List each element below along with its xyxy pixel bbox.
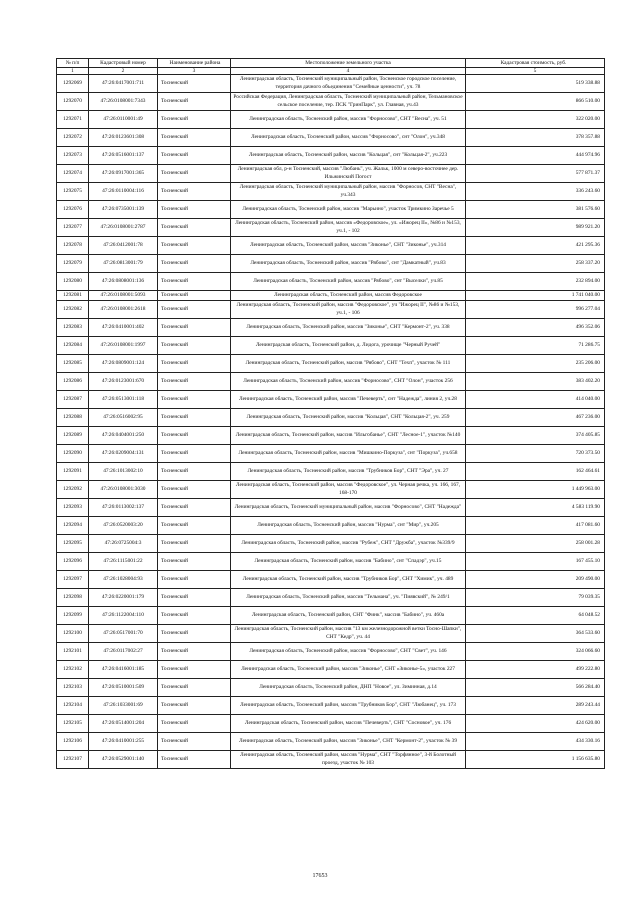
location: Ленинградская область, Тосненский район, массив "Зиконье", СНТ "Зиконье", уч.314 bbox=[231, 237, 466, 255]
district-name: Тосненский bbox=[158, 481, 231, 499]
cadastral-number: 47:26:0517001:70 bbox=[89, 625, 158, 643]
district-name: Тосненский bbox=[158, 337, 231, 355]
cadastral-cost: 364 533.60 bbox=[466, 625, 605, 643]
row-number: 1292106 bbox=[57, 733, 89, 751]
district-name: Тосненский bbox=[158, 201, 231, 219]
cadastral-cost: 322 020.00 bbox=[466, 111, 605, 129]
cadastral-cost: 1 449 963.00 bbox=[466, 481, 605, 499]
table-row bbox=[57, 373, 605, 391]
district-name: Тосненский bbox=[158, 165, 231, 183]
cadastral-number: 47:26:0117002:27 bbox=[89, 643, 158, 661]
row-number: 1292072 bbox=[57, 129, 89, 147]
page-number: 17653 bbox=[312, 873, 328, 879]
cadastral-number: 47:26:0725004:3 bbox=[89, 535, 158, 553]
cadastral-value-table bbox=[56, 58, 605, 769]
district-name: Тосненский bbox=[158, 319, 231, 337]
district-name: Тосненский bbox=[158, 463, 231, 481]
district-name: Тосненский bbox=[158, 535, 231, 553]
table-body bbox=[57, 75, 605, 769]
table-row bbox=[57, 715, 605, 733]
table-row bbox=[57, 643, 605, 661]
location: Ленинградская область, Тосненский район, массив "Мишкино-Поркуза", снт "Поркуза", уч.658 bbox=[231, 445, 466, 463]
row-number: 1292085 bbox=[57, 355, 89, 373]
cadastral-number: 47:26:0813001:79 bbox=[89, 255, 158, 273]
location: Ленинградская область, Тосненский район, массив "Зиконье", СНТ «Зиконье-5», участок 227 bbox=[231, 661, 466, 679]
cadastral-number: 47:26:0108001:2787 bbox=[89, 219, 158, 237]
table-row bbox=[57, 93, 605, 111]
table-row bbox=[57, 201, 605, 219]
cadastral-cost: 64 048.52 bbox=[466, 607, 605, 625]
table-row bbox=[57, 445, 605, 463]
cadastral-cost: 209 490.00 bbox=[466, 571, 605, 589]
table-row bbox=[57, 291, 605, 301]
cadastral-cost: 1 156 635.80 bbox=[466, 751, 605, 769]
cadastral-number: 47:26:0510001:509 bbox=[89, 679, 158, 697]
table-column-number-row bbox=[57, 68, 605, 75]
cadastral-cost: 989 921.20 bbox=[466, 219, 605, 237]
row-number: 1292102 bbox=[57, 661, 89, 679]
table-row bbox=[57, 129, 605, 147]
district-name: Тосненский bbox=[158, 571, 231, 589]
cadastral-number: 47:26:0110001:49 bbox=[89, 111, 158, 129]
row-number: 1292091 bbox=[57, 463, 89, 481]
row-number: 1292084 bbox=[57, 337, 89, 355]
cadastral-number: 47:26:0113002:137 bbox=[89, 499, 158, 517]
row-number: 1292099 bbox=[57, 607, 89, 625]
row-number: 1292070 bbox=[57, 93, 89, 111]
row-number: 1292080 bbox=[57, 273, 89, 291]
header-cadastral-number: Кадастровый номер bbox=[89, 59, 158, 68]
cadastral-cost: 499 222.80 bbox=[466, 661, 605, 679]
row-number: 1292083 bbox=[57, 319, 89, 337]
cadastral-cost: 289 243.44 bbox=[466, 697, 605, 715]
location: Ленинградская область, Тосненский район, массив "Печеверть", снт "Надежда", линия 2, уч.28 bbox=[231, 391, 466, 409]
cadastral-number: 47:26:0516002:95 bbox=[89, 409, 158, 427]
row-number: 1292082 bbox=[57, 301, 89, 319]
district-name: Тосненский bbox=[158, 273, 231, 291]
cadastral-cost: 444 974.96 bbox=[466, 147, 605, 165]
location: Ленинградская область, Тосненский район, массив "Нурма", СНТ "Торфянное", 3-й Болотный проезд, участок № 103 bbox=[231, 751, 466, 769]
column-number: 5 bbox=[466, 68, 605, 75]
table-row bbox=[57, 255, 605, 273]
cadastral-cost: 235 206.00 bbox=[466, 355, 605, 373]
district-name: Тосненский bbox=[158, 219, 231, 237]
column-number: 4 bbox=[231, 68, 466, 75]
cadastral-cost: 577 871.37 bbox=[466, 165, 605, 183]
cadastral-cost: 258 337.20 bbox=[466, 255, 605, 273]
location: Ленинградская область, Тосненский район, массив "Федоровское", уч "Ижорец II", №86 и №153, уч.1, - 106 bbox=[231, 301, 466, 319]
location: Ленинградская область, Тосненский район, массив "Трубников Бор", СНТ "Эра", уч. 27 bbox=[231, 463, 466, 481]
cadastral-number: 47:26:0108001:7343 bbox=[89, 93, 158, 111]
header-number: № п/п bbox=[57, 59, 89, 68]
cadastral-number: 47:26:0735001:139 bbox=[89, 201, 158, 219]
table-row bbox=[57, 517, 605, 535]
column-number: 1 bbox=[57, 68, 89, 75]
table-row bbox=[57, 427, 605, 445]
cadastral-number: 47:26:0529001:140 bbox=[89, 751, 158, 769]
district-name: Тосненский bbox=[158, 291, 231, 301]
cadastral-number: 47:26:0220001:179 bbox=[89, 589, 158, 607]
location: Ленинградская обл, р-н Тосненский, массив "Любань", уч. Жальк, 1000 м северо-восточнее дер. Ильжинский Погост bbox=[231, 165, 466, 183]
row-number: 1292074 bbox=[57, 165, 89, 183]
location: Ленинградская область, Тосненский район, массив "Ильгобанье", СНТ "Лесное-1", участок №140 bbox=[231, 427, 466, 445]
table-row bbox=[57, 535, 605, 553]
district-name: Тосненский bbox=[158, 697, 231, 715]
cadastral-cost: 232 894.00 bbox=[466, 273, 605, 291]
district-name: Тосненский bbox=[158, 93, 231, 111]
district-name: Тосненский bbox=[158, 147, 231, 165]
row-number: 1292104 bbox=[57, 697, 89, 715]
district-name: Тосненский bbox=[158, 183, 231, 201]
row-number: 1292097 bbox=[57, 571, 89, 589]
row-number: 1292077 bbox=[57, 219, 89, 237]
cadastral-number: 47:26:0209004:131 bbox=[89, 445, 158, 463]
district-name: Тосненский bbox=[158, 679, 231, 697]
cadastral-cost: 996 277.04 bbox=[466, 301, 605, 319]
cadastral-number: 47:26:0808001:136 bbox=[89, 273, 158, 291]
table-row bbox=[57, 679, 605, 697]
cadastral-number: 47:26:0917001:365 bbox=[89, 165, 158, 183]
cadastral-cost: 336 243.60 bbox=[466, 183, 605, 201]
row-number: 1292107 bbox=[57, 751, 89, 769]
table-row bbox=[57, 571, 605, 589]
location: Ленинградская область, Тосненский район, массив "Рубеж", СНТ "Дружба", участок №339/9 bbox=[231, 535, 466, 553]
cadastral-number: 47:26:0108001:3030 bbox=[89, 481, 158, 499]
cadastral-cost: 496 352.06 bbox=[466, 319, 605, 337]
district-name: Тосненский bbox=[158, 111, 231, 129]
cadastral-number: 47:26:0123601:308 bbox=[89, 129, 158, 147]
cadastral-cost: 4 583 119.90 bbox=[466, 499, 605, 517]
cadastral-number: 47:26:0520003:20 bbox=[89, 517, 158, 535]
cadastral-cost: 566 284.40 bbox=[466, 679, 605, 697]
cadastral-number: 47:26:1033001:69 bbox=[89, 697, 158, 715]
district-name: Тосненский bbox=[158, 445, 231, 463]
cadastral-cost: 258 001.28 bbox=[466, 535, 605, 553]
district-name: Тосненский bbox=[158, 607, 231, 625]
location: Ленинградская область, Тосненский район, массив "Рябово", снт "Дамкатный", уч.83 bbox=[231, 255, 466, 273]
table-row bbox=[57, 553, 605, 571]
row-number: 1292075 bbox=[57, 183, 89, 201]
location: Ленинградская область, Тосненский район, массив "Печеверть", СНТ "Сосновое", уч. 176 bbox=[231, 715, 466, 733]
table-row bbox=[57, 237, 605, 255]
district-name: Тосненский bbox=[158, 301, 231, 319]
table-row bbox=[57, 625, 605, 643]
cadastral-number: 47:26:0417001:711 bbox=[89, 75, 158, 93]
district-name: Тосненский bbox=[158, 373, 231, 391]
cadastral-number: 47:26:0110004:116 bbox=[89, 183, 158, 201]
column-number: 3 bbox=[158, 68, 231, 75]
location: Ленинградская область, Тосненский район, массив "Федоровское", ул. Черная речка, уч. 166, 167, 168-170 bbox=[231, 481, 466, 499]
table-header-row bbox=[57, 59, 605, 68]
table-row bbox=[57, 111, 605, 129]
row-number: 1292092 bbox=[57, 481, 89, 499]
cadastral-cost: 71 286.75 bbox=[466, 337, 605, 355]
location: Ленинградская область, Тосненский муниципальный район, массив "Форносов, СНТ "Весна", уч.343 bbox=[231, 183, 466, 201]
row-number: 1292073 bbox=[57, 147, 89, 165]
cadastral-cost: 167 455.10 bbox=[466, 553, 605, 571]
table-row bbox=[57, 409, 605, 427]
district-name: Тосненский bbox=[158, 625, 231, 643]
table-row bbox=[57, 319, 605, 337]
table-row bbox=[57, 219, 605, 237]
cadastral-cost: 378 357.88 bbox=[466, 129, 605, 147]
table-row bbox=[57, 75, 605, 93]
cadastral-number: 47:26:0412001:78 bbox=[89, 237, 158, 255]
cadastral-number: 47:26:1013002:10 bbox=[89, 463, 158, 481]
district-name: Тосненский bbox=[158, 661, 231, 679]
row-number: 1292087 bbox=[57, 391, 89, 409]
location: Ленинградская область, Тосненский район, массив Федоровское bbox=[231, 291, 466, 301]
location: Ленинградская область, Тосненский район, массив "Форносово", СНТ "Олон", участок 256 bbox=[231, 373, 466, 391]
district-name: Тосненский bbox=[158, 237, 231, 255]
district-name: Тосненский bbox=[158, 255, 231, 273]
cadastral-number: 47:26:0108001:2618 bbox=[89, 301, 158, 319]
row-number: 1292081 bbox=[57, 291, 89, 301]
location: Ленинградская область, Тосненский район, массив "Трубников Бор", СНТ "Любанец", уч. 173 bbox=[231, 697, 466, 715]
location: Ленинградская область, Тосненский район, СНТ "Финк", массив "Бабино", уч. 460а bbox=[231, 607, 466, 625]
row-number: 1292095 bbox=[57, 535, 89, 553]
location: Ленинградская область, Тосненский район, массив "13 км железнодорожной ветки Тосно-Шапки", СНТ "Кедр", уч. 44 bbox=[231, 625, 466, 643]
table-row bbox=[57, 751, 605, 769]
district-name: Тосненский bbox=[158, 427, 231, 445]
table-row bbox=[57, 391, 605, 409]
cadastral-cost: 162 464.61 bbox=[466, 463, 605, 481]
cadastral-number: 47:26:1122004:110 bbox=[89, 607, 158, 625]
table-row bbox=[57, 481, 605, 499]
location: Ленинградская область, Тосненский район, массив "Бабино", снт "Спадэр", уч.15 bbox=[231, 553, 466, 571]
cadastral-number: 47:26:0516001:137 bbox=[89, 147, 158, 165]
table-row bbox=[57, 337, 605, 355]
header-location: Местоположение земельного участка bbox=[231, 59, 466, 68]
cadastral-number: 47:26:0809001:124 bbox=[89, 355, 158, 373]
district-name: Тосненский bbox=[158, 409, 231, 427]
row-number: 1292093 bbox=[57, 499, 89, 517]
location: Ленинградская область, Тосненский район, массив "Трубников Бор", СНТ "Химик", уч. 489 bbox=[231, 571, 466, 589]
column-number: 2 bbox=[89, 68, 158, 75]
row-number: 1292096 bbox=[57, 553, 89, 571]
cadastral-number: 47:26:0108001:1997 bbox=[89, 337, 158, 355]
row-number: 1292086 bbox=[57, 373, 89, 391]
location: Российская Федерация, Ленинградская область, Тосненский муниципальный район, Тельмановское сельское поселение, тер. ПСК "ГринПарк", ул. Главная, уч.43 bbox=[231, 93, 466, 111]
row-number: 1292101 bbox=[57, 643, 89, 661]
row-number: 1292094 bbox=[57, 517, 89, 535]
cadastral-number: 47:26:1028004:93 bbox=[89, 571, 158, 589]
cadastral-cost: 519 338.88 bbox=[466, 75, 605, 93]
row-number: 1292076 bbox=[57, 201, 89, 219]
district-name: Тосненский bbox=[158, 589, 231, 607]
row-number: 1292105 bbox=[57, 715, 89, 733]
row-number: 1292098 bbox=[57, 589, 89, 607]
district-name: Тосненский bbox=[158, 715, 231, 733]
cadastral-cost: 381 576.60 bbox=[466, 201, 605, 219]
location: Ленинградская область, Тосненский район, ДНП "Новое", ул. Зиминная, д.14 bbox=[231, 679, 466, 697]
district-name: Тосненский bbox=[158, 751, 231, 769]
district-name: Тосненский bbox=[158, 391, 231, 409]
district-name: Тосненский bbox=[158, 499, 231, 517]
cadastral-cost: 421 295.36 bbox=[466, 237, 605, 255]
location: Ленинградская область, Тосненский район, массив «Федоровское», ул. «Ижорец II», №86 и №153, уч.1, - 102 bbox=[231, 219, 466, 237]
row-number: 1292100 bbox=[57, 625, 89, 643]
cadastral-number: 47:26:0123001:670 bbox=[89, 373, 158, 391]
table-row bbox=[57, 733, 605, 751]
location: Ленинградская область, Тосненский район, массив "Зиконье", СНТ "Кермонт-2", уч. 338 bbox=[231, 319, 466, 337]
cadastral-number: 47:26:1115001:22 bbox=[89, 553, 158, 571]
table-row bbox=[57, 147, 605, 165]
table-row bbox=[57, 183, 605, 201]
cadastral-cost: 434 330.16 bbox=[466, 733, 605, 751]
cadastral-number: 47:26:0514001:204 bbox=[89, 715, 158, 733]
district-name: Тосненский bbox=[158, 733, 231, 751]
cadastral-cost: 414 040.00 bbox=[466, 391, 605, 409]
row-number: 1292090 bbox=[57, 445, 89, 463]
cadastral-cost: 866 510.00 bbox=[466, 93, 605, 111]
district-name: Тосненский bbox=[158, 355, 231, 373]
location: Ленинградская область, Тосненский район, массив "Тельмана", уч. "Пиявский", № 249/1 bbox=[231, 589, 466, 607]
location: Ленинградская область, Тосненский район, массив "Кольцая", СНТ "Кольцая-2", уч. 259 bbox=[231, 409, 466, 427]
header-district: Наименование района bbox=[158, 59, 231, 68]
table-row bbox=[57, 499, 605, 517]
cadastral-cost: 79 039.35 bbox=[466, 589, 605, 607]
location: Ленинградская область, Тосненский район, массив "Форносово", СНТ "Весна", уч. 51 bbox=[231, 111, 466, 129]
header-cost: Кадастровая стоимость, руб. bbox=[466, 59, 605, 68]
table-row bbox=[57, 607, 605, 625]
cadastral-number: 47:26:0410001:255 bbox=[89, 733, 158, 751]
location: Ленинградская область, Тосненский муниципальный район, Тосненское городское поселение, территория дачного объединения "Семейные ценности", уч. 78 bbox=[231, 75, 466, 93]
location: Ленинградская область, Тосненский район, массив "Рябово", снт "Выселки", уч.85 bbox=[231, 273, 466, 291]
cadastral-cost: 467 236.00 bbox=[466, 409, 605, 427]
location: Ленинградская область, Тосненский район, массив "Нурма", снт "Мир", уч.205 bbox=[231, 517, 466, 535]
table-row bbox=[57, 273, 605, 291]
row-number: 1292071 bbox=[57, 111, 89, 129]
cadastral-number: 47:26:0410001:402 bbox=[89, 319, 158, 337]
table-row bbox=[57, 463, 605, 481]
location: Ленинградская область, Тосненский район, массив "Зиконье", СНТ "Кермонт-2", участок № 39 bbox=[231, 733, 466, 751]
cadastral-number: 47:26:0513001:118 bbox=[89, 391, 158, 409]
table-row bbox=[57, 165, 605, 183]
cadastral-number: 47:26:0108001:5093 bbox=[89, 291, 158, 301]
cadastral-cost: 383 402.20 bbox=[466, 373, 605, 391]
district-name: Тосненский bbox=[158, 553, 231, 571]
row-number: 1292078 bbox=[57, 237, 89, 255]
cadastral-number: 47:26:0404001:250 bbox=[89, 427, 158, 445]
row-number: 1292103 bbox=[57, 679, 89, 697]
row-number: 1292069 bbox=[57, 75, 89, 93]
table-row bbox=[57, 301, 605, 319]
cadastral-cost: 374 405.85 bbox=[466, 427, 605, 445]
row-number: 1292089 bbox=[57, 427, 89, 445]
row-number: 1292079 bbox=[57, 255, 89, 273]
table-row bbox=[57, 355, 605, 373]
cadastral-cost: 417 081.60 bbox=[466, 517, 605, 535]
row-number: 1292088 bbox=[57, 409, 89, 427]
location: Ленинградская область, Тосненский район, массив "Форносово", СНТ "Свет", уч. 146 bbox=[231, 643, 466, 661]
table-row bbox=[57, 697, 605, 715]
cadastral-number: 47:26:0416001:185 bbox=[89, 661, 158, 679]
location: Ленинградская область, Тосненский район, массив "Кольцая", снт "Кольцая-2", уч.223 bbox=[231, 147, 466, 165]
cadastral-cost: 424 620.00 bbox=[466, 715, 605, 733]
cadastral-cost: 720 373.50 bbox=[466, 445, 605, 463]
cadastral-cost: 324 066.60 bbox=[466, 643, 605, 661]
location: Ленинградская область, Тосненский район, массив "Рябово", СНТ "Техп", участок № 111 bbox=[231, 355, 466, 373]
location: Ленинградская область, Тосненский район, д. Лидога, урочище "Черный Ручей" bbox=[231, 337, 466, 355]
district-name: Тосненский bbox=[158, 129, 231, 147]
location: Ленинградская область, Тосненский муниципальный район, массив "Форносово", СНТ "Надежда" bbox=[231, 499, 466, 517]
location: Ленинградская область, Тосненский район, массив "Марьино", участок Тримкино Заречье 5 bbox=[231, 201, 466, 219]
location: Ленинградская область, Тосненский район, массив "Форносово", снт "Олон", уч.348 bbox=[231, 129, 466, 147]
district-name: Тосненский bbox=[158, 75, 231, 93]
table-row bbox=[57, 589, 605, 607]
cadastral-cost: 1 741 040.00 bbox=[466, 291, 605, 301]
district-name: Тосненский bbox=[158, 643, 231, 661]
table-row bbox=[57, 661, 605, 679]
district-name: Тосненский bbox=[158, 517, 231, 535]
